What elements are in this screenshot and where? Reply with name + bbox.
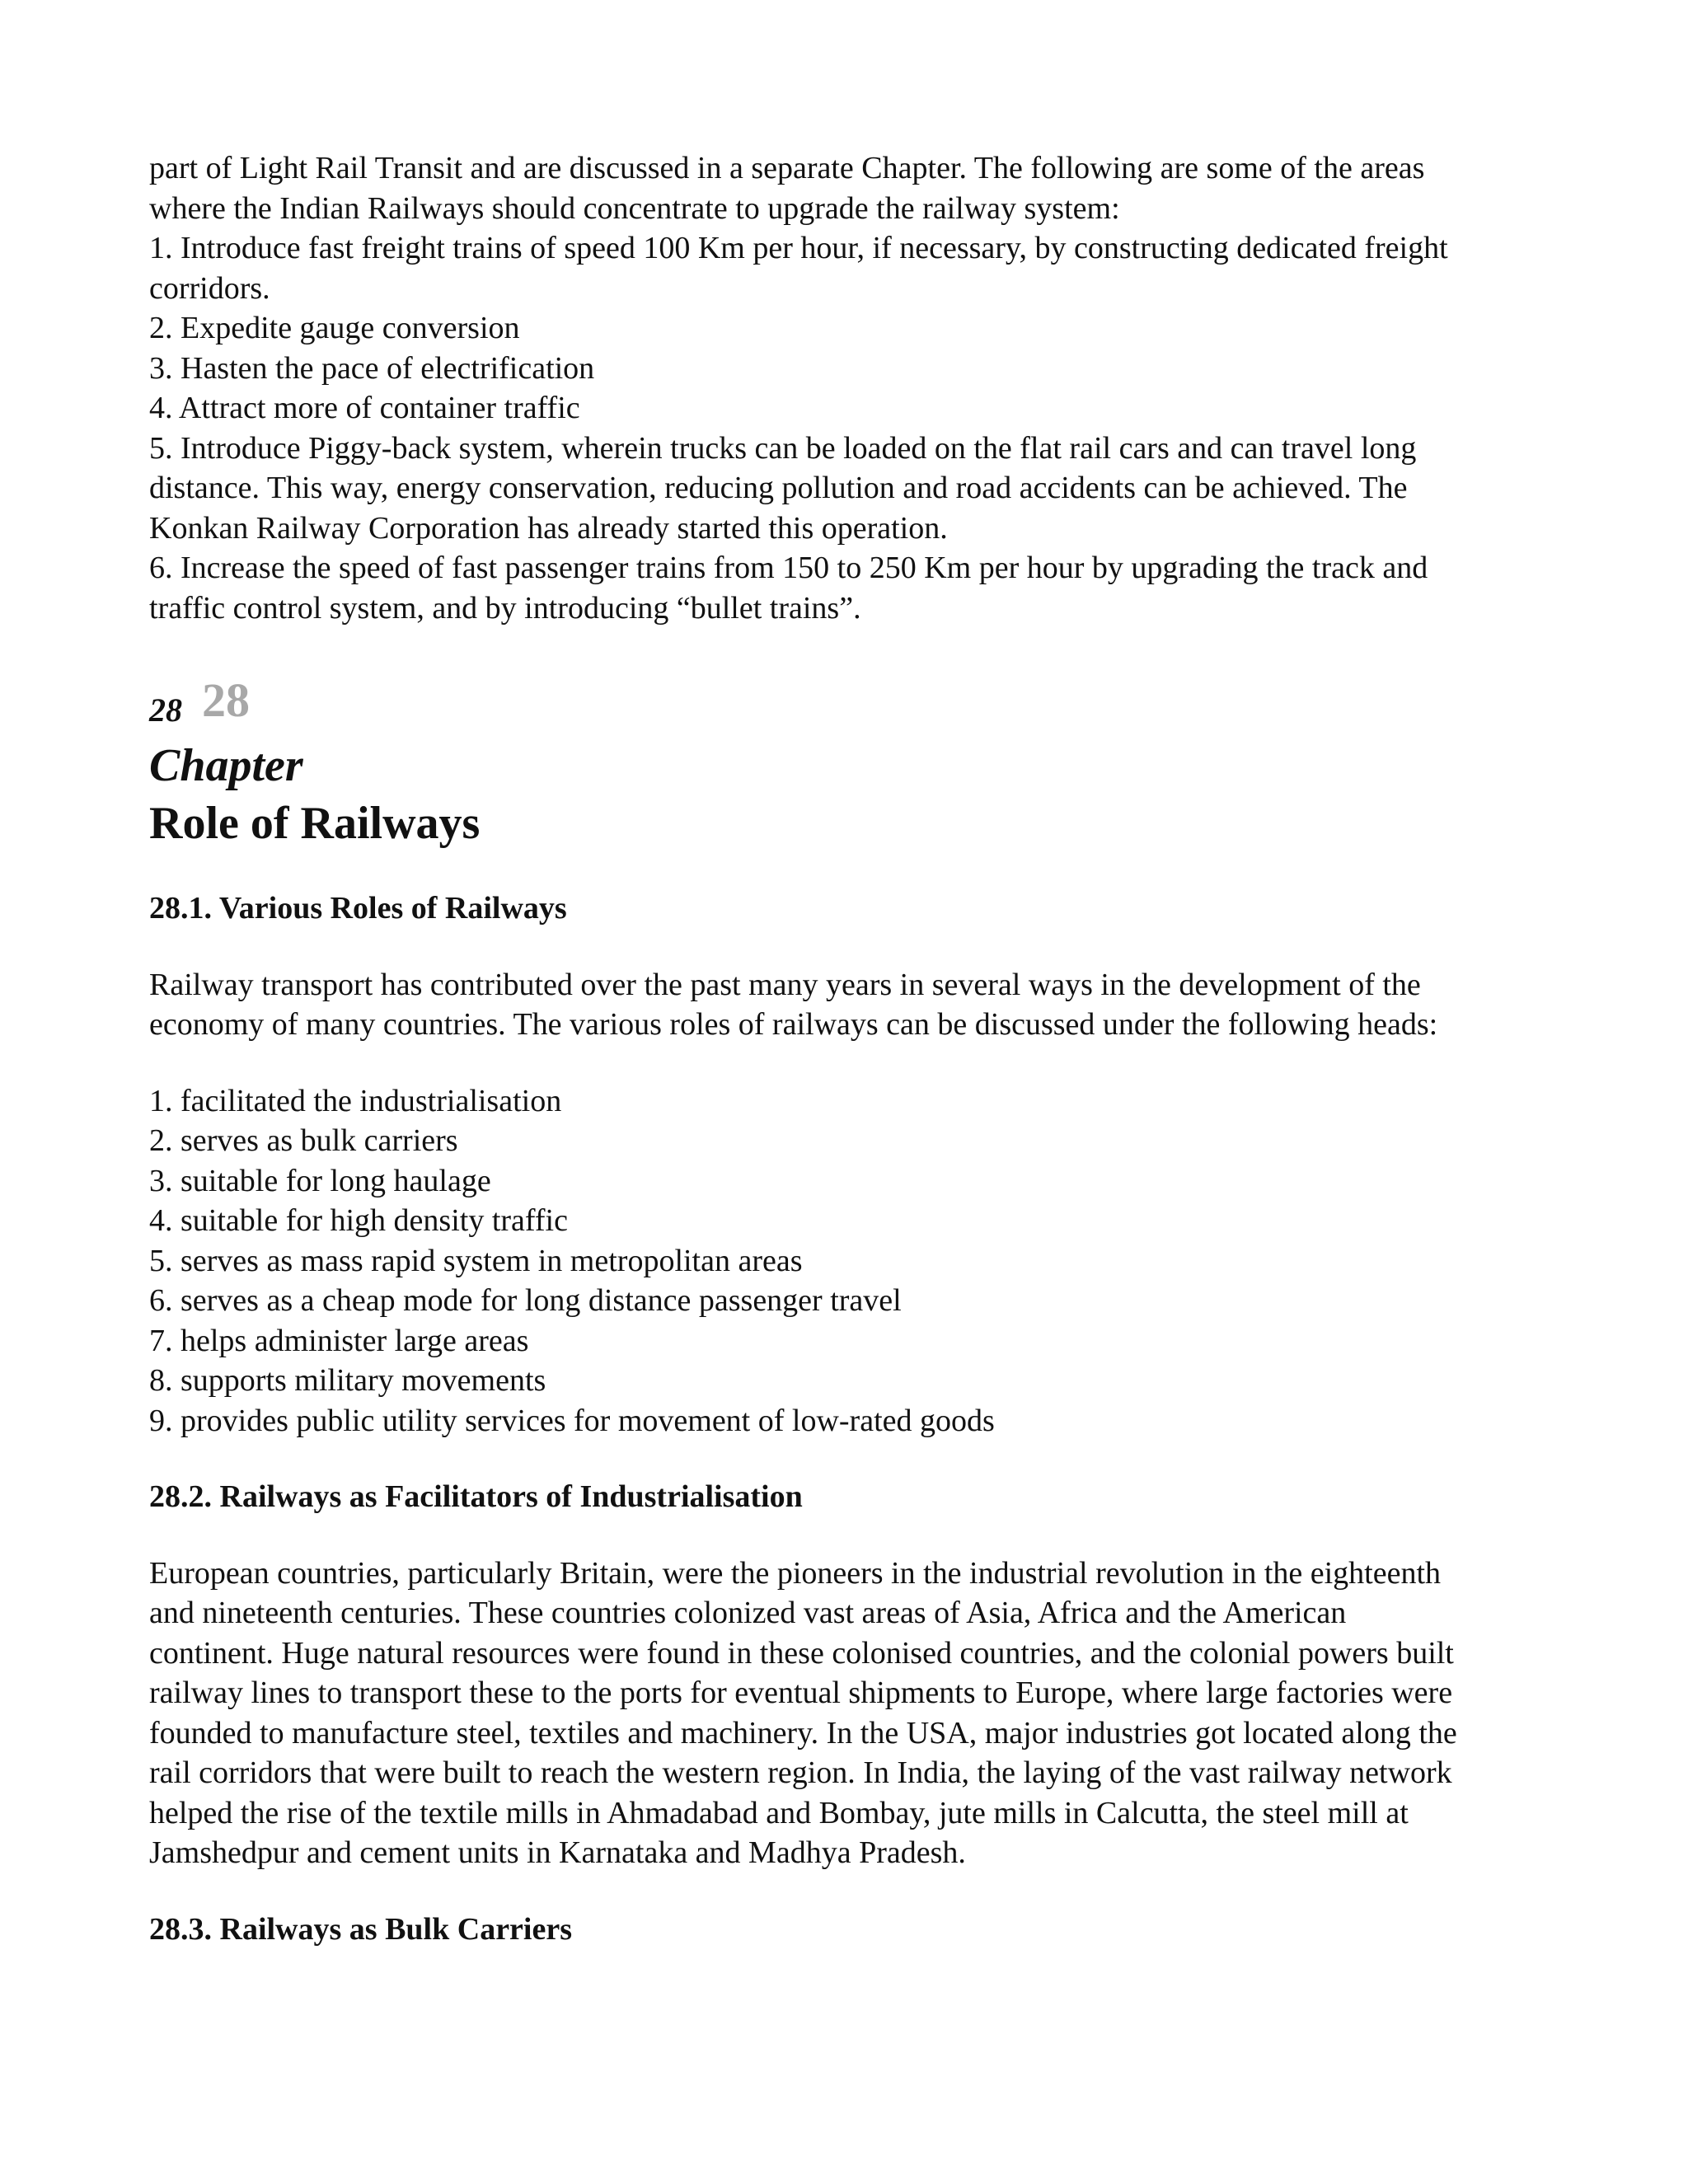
list-item: 9. provides public utility services for movement of low-rated goods xyxy=(149,1403,995,1438)
list-item: 1. facilitated the industrialisation xyxy=(149,1083,562,1118)
list-item: 6. serves as a cheap mode for long distance passenger travel xyxy=(149,1283,902,1318)
section-heading-28-2: 28.2. Railways as Facilitators of Industrialisation xyxy=(149,1479,803,1514)
paragraph-line: Jamshedpur and cement units in Karnataka and Madhya Pradesh. xyxy=(149,1835,966,1870)
paragraph-line: railway lines to transport these to the ports for eventual shipments to Europe, where large factories were xyxy=(149,1675,1453,1710)
paragraph-line: and nineteenth centuries. These countries colonized vast areas of Asia, Africa and the American xyxy=(149,1596,1347,1630)
intro-list-item: 2. Expedite gauge conversion xyxy=(149,311,520,345)
paragraph-line: economy of many countries. The various roles of railways can be discussed under the following heads: xyxy=(149,1007,1438,1042)
section-1-paragraph xyxy=(149,965,1550,1045)
chapter-label: Chapter xyxy=(149,740,303,791)
paragraph-line: founded to manufacture steel, textiles and machinery. In the USA, major industries got located along the xyxy=(149,1715,1457,1750)
list-item: 3. suitable for long haulage xyxy=(149,1163,491,1198)
intro-list-item: 3. Hasten the pace of electrification xyxy=(149,350,595,386)
chapter-number-ghost: 28 xyxy=(202,673,250,727)
paragraph-line: continent. Huge natural resources were found in these colonised countries, and the colonial powers built xyxy=(149,1635,1454,1671)
list-item: 8. supports military movements xyxy=(149,1363,546,1398)
intro-list-item: 1. Introduce fast freight trains of speed 100 Km per hour, if necessary, by constructing dedicated freight xyxy=(149,231,1448,265)
list-item: 2. serves as bulk carriers xyxy=(149,1123,458,1158)
chapter-number-row xyxy=(149,673,1550,737)
paragraph-line: Railway transport has contributed over the past many years in several ways in the development of the xyxy=(149,967,1421,1002)
section-heading-28-1: 28.1. Various Roles of Railways xyxy=(149,891,567,926)
document-page xyxy=(149,148,1550,1949)
intro-list-item: Konkan Railway Corporation has already started this operation. xyxy=(149,510,948,546)
paragraph-line: rail corridors that were built to reach the western region. In India, the laying of the vast railway network xyxy=(149,1755,1452,1790)
intro-list-item: corridors. xyxy=(149,270,270,306)
chapter-title: Role of Railways xyxy=(149,798,481,849)
list-item: 7. helps administer large areas xyxy=(149,1323,529,1358)
intro-line: part of Light Rail Transit and are discussed in a separate Chapter. The following are some of the areas xyxy=(149,151,1425,185)
intro-list-item: 5. Introduce Piggy-back system, wherein trucks can be loaded on the flat rail cars and can travel long xyxy=(149,430,1417,466)
chapter-number: 28 xyxy=(149,691,182,729)
list-item: 4. suitable for high density traffic xyxy=(149,1203,568,1238)
intro-list-item: distance. This way, energy conservation, reducing pollution and road accidents can be achieved. The xyxy=(149,471,1408,505)
paragraph-line: helped the rise of the textile mills in Ahmadabad and Bombay, jute mills in Calcutta, the steel mill at xyxy=(149,1795,1409,1830)
section-2-paragraph xyxy=(149,1554,1550,1873)
intro-list-item: 4. Attract more of container traffic xyxy=(149,391,580,425)
intro-line: where the Indian Railways should concentrate to upgrade the railway system: xyxy=(149,190,1120,226)
intro-text xyxy=(149,148,1550,628)
paragraph-line: European countries, particularly Britain, were the pioneers in the industrial revolution in the eighteenth xyxy=(149,1555,1442,1591)
intro-list-item: 6. Increase the speed of fast passenger trains from 150 to 250 Km per hour by upgrading the track and xyxy=(149,551,1428,585)
roles-list xyxy=(149,1081,1550,1441)
intro-list-item: traffic control system, and by introducing “bullet trains”. xyxy=(149,590,861,626)
section-heading-28-3: 28.3. Railways as Bulk Carriers xyxy=(149,1911,572,1947)
list-item: 5. serves as mass rapid system in metropolitan areas xyxy=(149,1243,803,1278)
chapter-header xyxy=(149,673,1550,852)
